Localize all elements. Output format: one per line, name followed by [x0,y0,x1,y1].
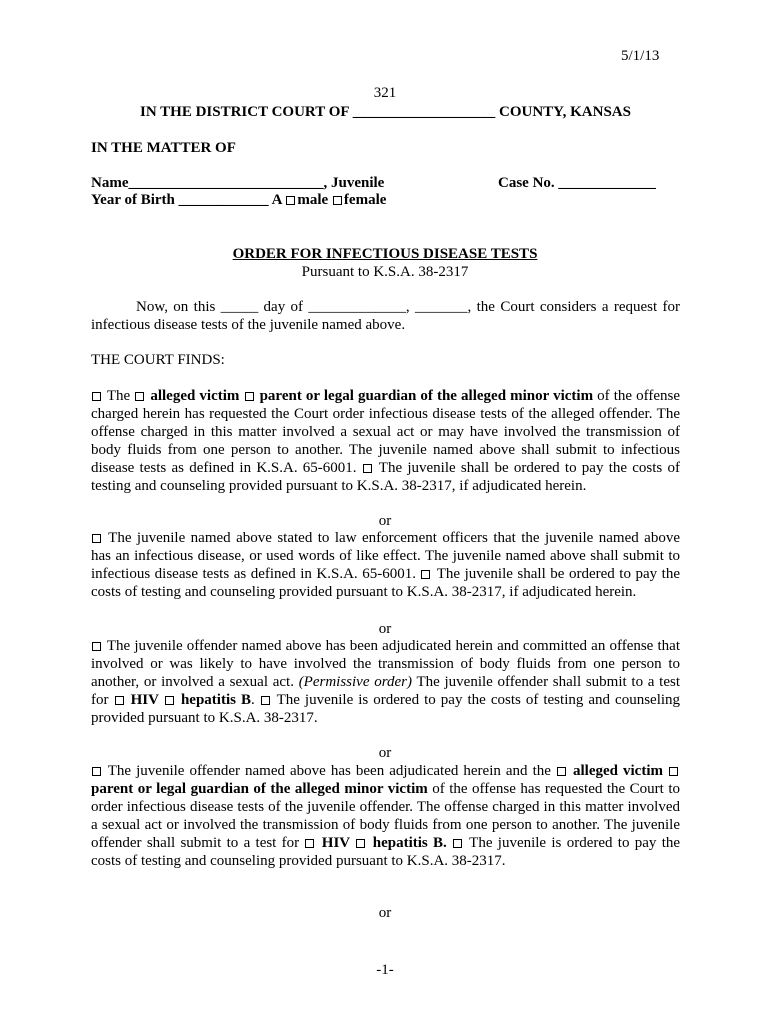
finding-3-text-3: The juvenile is ordered to pay the costs of testing and counseling provided pursuant to K.S.A. 38-2317. [91,692,681,726]
month-blank[interactable]: _____________ [308,299,406,315]
parent-guardian-label: parent or legal guardian of the alleged minor victim [259,388,594,404]
yob-label: Year of Birth [91,192,175,208]
finding-4-text-1: The juvenile offender named above has been adjudicated herein and the [107,763,551,779]
finding-3-costs-checkbox[interactable] [261,696,270,705]
finding-3-hepb-checkbox[interactable] [165,696,174,705]
finding-3-hiv-checkbox[interactable] [115,696,124,705]
finding-4-hiv-label: HIV [321,835,351,851]
finding-4-parent-label: parent or legal guardian of the alleged minor victim [91,781,428,797]
or-separator: or [378,745,392,761]
name-blank[interactable]: __________________________ [128,175,324,191]
finding-3 [91,637,680,727]
case-number-line [498,174,656,192]
finding-4-text-2: of the offense has requested the Court to order infectious disease tests of the juvenile offender. The offense charged in this matter involved a sexual act or involved the transmission of body fluids from one person to another. The juvenile offender shall submit to a test for [91,781,681,851]
finding-4-checkbox[interactable] [92,767,101,776]
finding-4-alleged-victim-label: alleged victim [572,763,663,779]
a-label: A [271,192,282,208]
finding-4-hepb-label: hepatitis B. [372,835,447,851]
juvenile-name-line [91,174,384,192]
finding-3-hiv-label: HIV [130,692,159,708]
order-subtitle: Pursuant to K.S.A. 38-2317 [301,264,469,280]
court-line [140,103,631,121]
parent-guardian-checkbox[interactable] [245,392,254,401]
finding-1-checkbox[interactable] [92,392,101,401]
finding-3-text-2: The juvenile offender shall submit to a test for [91,674,681,708]
case-label: Case No. [498,175,555,191]
female-checkbox[interactable] [333,196,342,205]
yob-blank[interactable]: ____________ [178,192,269,208]
court-prefix: IN THE DISTRICT COURT OF [140,104,349,120]
finding-2-costs-checkbox[interactable] [421,570,430,579]
finding-2-text-2: The juvenile shall be ordered to pay the costs of testing and counseling provided pursuant to K.S.A. 38-2317, if adjudicated herein. [91,566,681,600]
year-of-birth-line [91,191,386,209]
form-number: 321 [373,85,397,101]
finding-4-hepb-checkbox[interactable] [356,839,365,848]
alleged-victim-label: alleged victim [150,388,240,404]
finding-3-text-1: The juvenile offender named above has been adjudicated herein and committed an offense that involved or was likely to have involved the transmission of body fluids from one person to another, or involved a sexual act. [91,638,680,690]
finding-1-text-3: The juvenile shall be ordered to pay the costs of testing and counseling provided pursuant to K.S.A. 38-2317, if adjudicated herein. [91,460,681,494]
juvenile-label: , Juvenile [323,175,385,191]
matter-heading: IN THE MATTER OF [91,140,236,156]
case-blank[interactable]: _____________ [558,175,656,191]
finding-1-text-2: of the offense charged herein has requested the Court order infectious disease tests of the alleged offender. The offense charged in this matter involved a sexual act or may have involved the transmission of body fluids from one person to another. The juvenile named above shall submit to infectious disease tests as defined in K.S.A. 65-6001. [91,388,681,476]
finding-2-text-1: The juvenile named above stated to law enforcement officers that the juvenile named above has an infectious disease, or used words of like effect. The juvenile named above shall submit to infectious disease tests as defined in K.S.A. 65-6001. [91,530,680,582]
page-number: -1- [376,962,394,978]
intro-text-2: day of [263,299,304,315]
finding-3-period: . [251,692,255,708]
day-blank[interactable]: _____ [220,299,259,315]
finding-2-checkbox[interactable] [92,534,101,543]
name-label: Name [91,175,129,191]
court-suffix: COUNTY, KANSAS [498,104,631,120]
female-label: female [343,192,387,208]
finding-2 [91,529,680,601]
findings-heading: THE COURT FINDS: [91,352,225,368]
or-separator: or [378,513,392,529]
finding-4-hiv-checkbox[interactable] [305,839,314,848]
finding-1-text-1: The [106,388,131,404]
intro-paragraph [91,298,680,334]
county-blank[interactable]: ___________________ [352,104,496,120]
finding-4-alleged-victim-checkbox[interactable] [557,767,566,776]
intro-text-1: Now, on this [136,299,216,315]
intro-text-3: , the Court considers a request for infectious disease tests of the juvenile named above. [91,299,681,333]
or-separator: or [378,621,392,637]
male-checkbox[interactable] [286,196,295,205]
order-title: ORDER FOR INFECTIOUS DISEASE TESTS [232,246,538,262]
finding-3-checkbox[interactable] [92,642,101,651]
finding-4 [91,762,680,870]
intro-comma: , [405,299,410,315]
finding-4-text-3: The juvenile is ordered to pay the costs of testing and counseling provided pursuant to K.S.A. 38-2317. [91,835,681,869]
permissive-order-label: (Permissive order) [298,674,412,690]
finding-4-costs-checkbox[interactable] [453,839,462,848]
year-blank[interactable]: _______ [415,299,468,315]
alleged-victim-checkbox[interactable] [135,392,144,401]
finding-3-hepb-label: hepatitis B [180,692,252,708]
form-date: 5/1/13 [621,48,660,64]
finding-1-costs-checkbox[interactable] [363,464,372,473]
male-label: male [297,192,329,208]
finding-4-parent-checkbox[interactable] [669,767,678,776]
or-separator: or [378,905,392,921]
finding-1 [91,387,680,495]
